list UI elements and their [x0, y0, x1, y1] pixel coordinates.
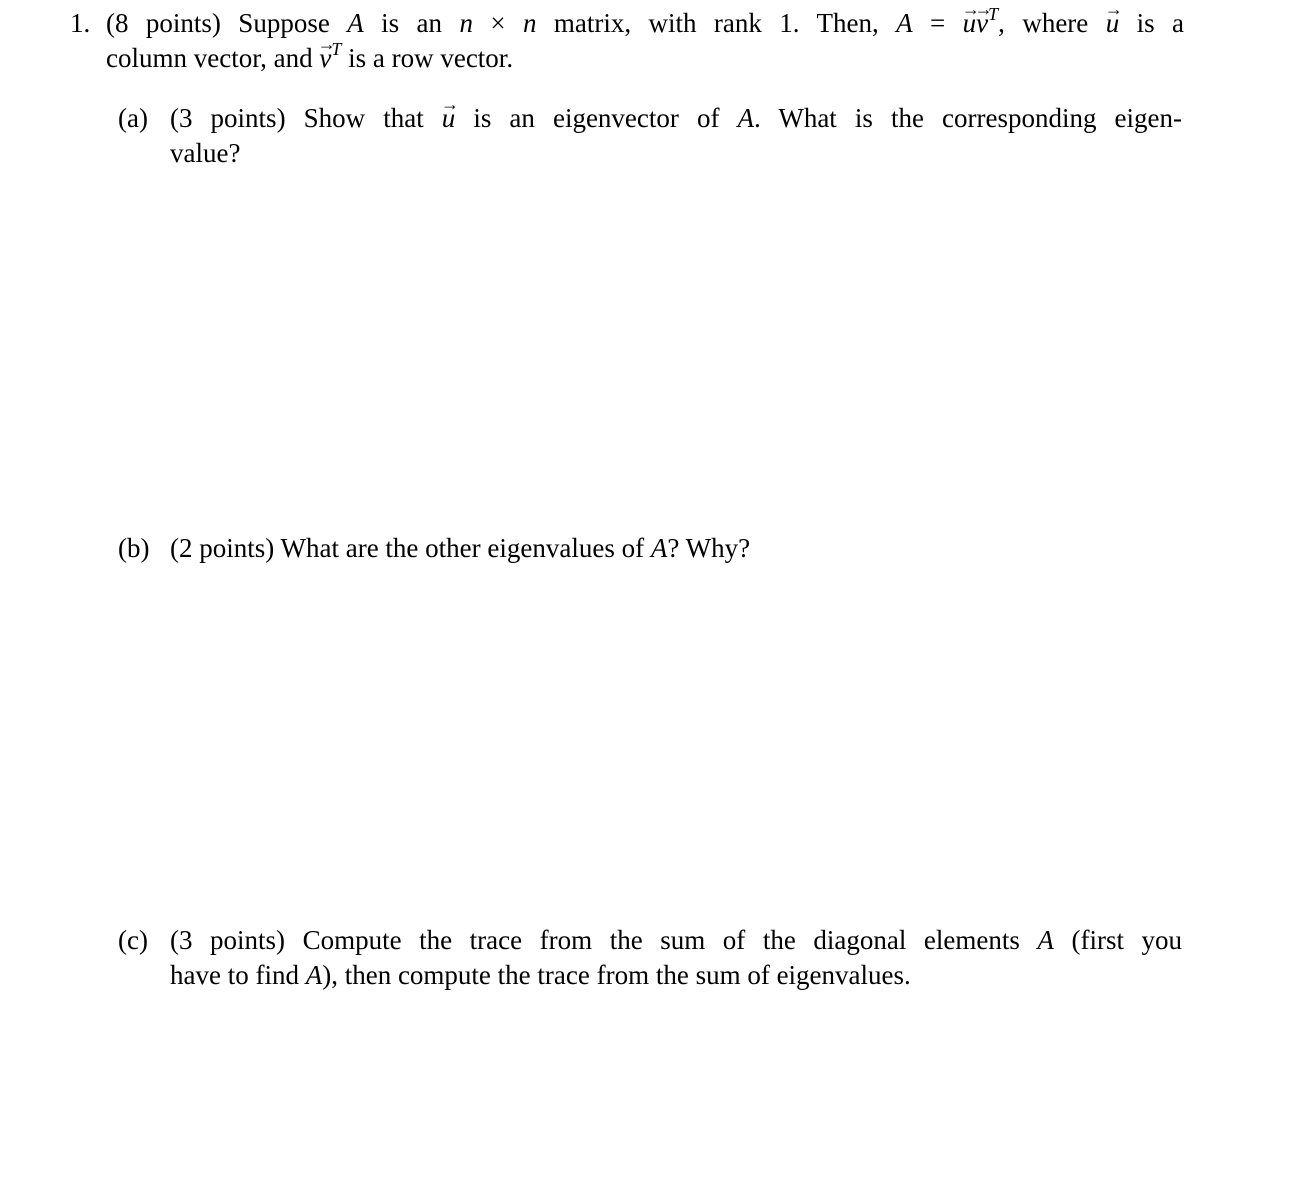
- text: is a row vector.: [341, 43, 514, 73]
- math-n: n: [459, 8, 473, 38]
- math-A: A: [650, 533, 668, 563]
- math-A: A: [896, 8, 913, 38]
- math-A: A: [305, 960, 323, 990]
- part-b-label: (b): [118, 533, 150, 563]
- text: matrix, with rank 1. Then,: [536, 8, 897, 38]
- text: . What is the corresponding eigen-: [754, 103, 1182, 133]
- vector-u: → u: [963, 6, 977, 41]
- text: have to find: [170, 960, 306, 990]
- text: (3 points) Show that: [170, 103, 442, 133]
- times-symbol: ×: [472, 8, 523, 38]
- text: (3 points) Compute the trace from the sum of the diagonal elements: [170, 925, 1038, 955]
- text: ? Why?: [667, 533, 751, 563]
- text: (8 points) Suppose: [106, 8, 348, 38]
- vector-v: → v: [976, 6, 988, 41]
- text: , where: [998, 8, 1106, 38]
- math-A: A: [1037, 925, 1054, 955]
- text: (first you: [1053, 925, 1183, 955]
- math-n: n: [522, 8, 537, 38]
- text: is an: [363, 8, 460, 38]
- text: is an eigenvector of: [455, 103, 738, 133]
- part-b-line-1: [170, 531, 1182, 566]
- vector-v: → v: [319, 41, 331, 76]
- part-c-line-2: [170, 958, 1182, 993]
- problem-statement-line-2: [106, 41, 1184, 76]
- math-A: A: [737, 103, 755, 133]
- part-a-line-2: value?: [170, 138, 241, 168]
- part-b-question: [170, 531, 1182, 566]
- part-c-line-1: [170, 923, 1182, 958]
- text: is a: [1119, 8, 1185, 38]
- part-a-question: [170, 101, 1182, 171]
- vector-u: → u: [442, 101, 456, 136]
- transpose-superscript: T: [988, 4, 999, 24]
- text: ), then compute the trace from the sum of eigenvalues.: [322, 960, 911, 990]
- text: (2 points) What are the other eigenvalues of: [170, 533, 651, 563]
- part-c-question: [170, 923, 1182, 993]
- problem-statement-line-1: [106, 6, 1184, 41]
- problem-statement: [106, 6, 1184, 76]
- part-c-label: (c): [118, 925, 148, 955]
- problem-number: 1.: [70, 8, 91, 38]
- math-A: A: [347, 8, 364, 38]
- transpose-superscript: T: [331, 39, 342, 59]
- part-a-line-1: [170, 101, 1182, 136]
- vector-u: → u: [1106, 6, 1120, 41]
- equals-symbol: =: [912, 8, 963, 38]
- part-a-label: (a): [118, 103, 148, 133]
- text: column vector, and: [106, 43, 320, 73]
